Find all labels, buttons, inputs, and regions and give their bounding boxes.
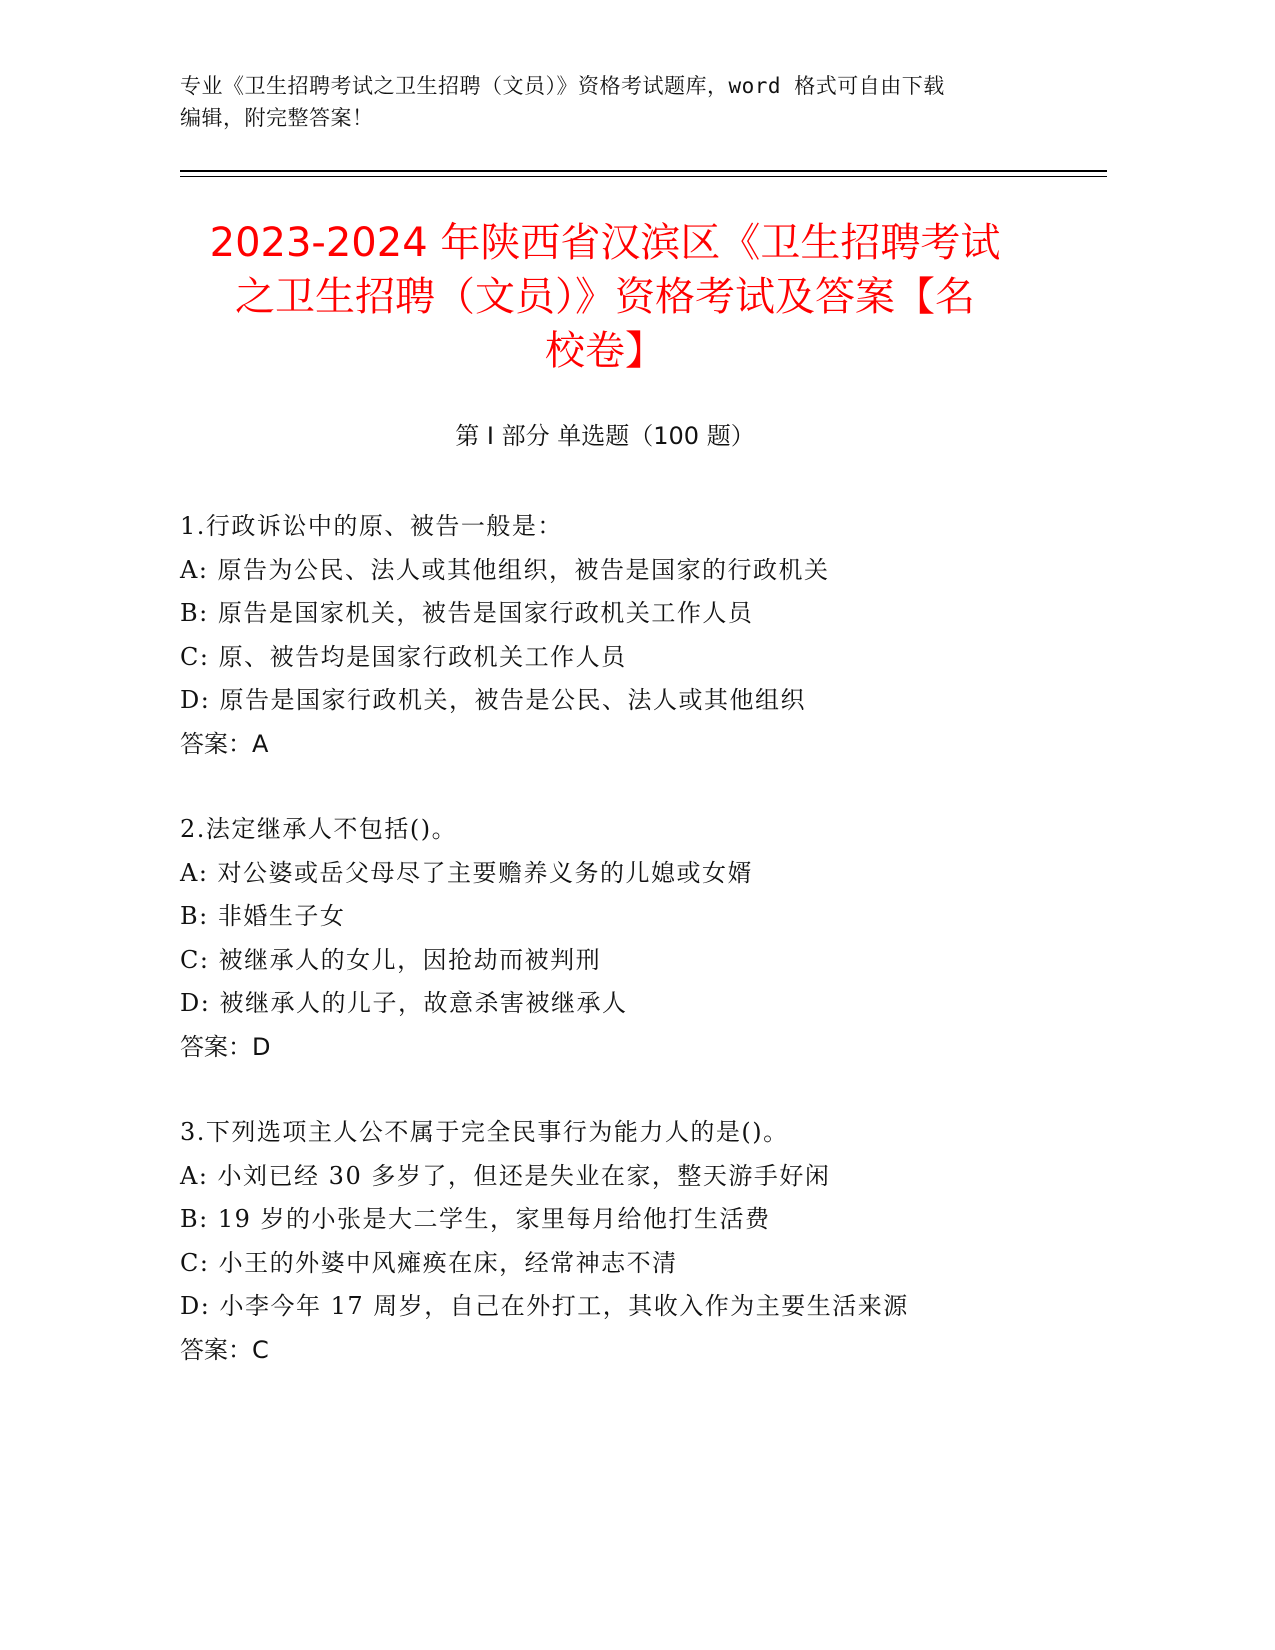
header-note: [180, 70, 1080, 134]
option-a: A: 原告为公民、法人或其他组织，被告是国家的行政机关: [180, 555, 830, 584]
option-c: C: 小王的外婆中风瘫痪在床，经常神志不清: [180, 1248, 678, 1277]
answer-line: 答案：D: [180, 1032, 271, 1061]
option-d: D: 被继承人的儿子，故意杀害被继承人: [180, 989, 628, 1017]
option-c: C: 原、被告均是国家行政机关工作人员: [180, 642, 627, 671]
option-b: B: 19 岁的小张是大二学生，家里每月给他打生活费: [180, 1205, 771, 1233]
title-line-2: 之卫生招聘（文员）》资格考试及答案【名: [235, 274, 975, 320]
header-note-line-2: 编辑，附完整答案！: [180, 106, 374, 130]
title-line-3: 校卷】: [545, 328, 665, 374]
answer-line: 答案：C: [180, 1335, 269, 1364]
header-divider-thick: [180, 170, 1107, 172]
option-a: A: 对公婆或岳父母尽了主要赡养义务的儿媳或女婿: [180, 858, 754, 887]
document-title: [180, 216, 1030, 378]
title-line-1: 2023-2024 年陕西省汉滨区《卫生招聘考试: [209, 220, 1001, 266]
question-list: [180, 505, 1080, 1414]
header-note-line-1: 专业《卫生招聘考试之卫生招聘（文员）》资格考试题库，word 格式可自由下载: [180, 74, 945, 98]
answer-line: 答案：A: [180, 729, 269, 758]
option-d: D: 小李今年 17 周岁，自己在外打工，其收入作为主要生活来源: [180, 1292, 909, 1320]
question-stem: 2.法定继承人不包括()。: [180, 815, 458, 843]
question-stem: 1.行政诉讼中的原、被告一般是：: [180, 512, 563, 540]
option-a: A: 小刘已经 30 多岁了，但还是失业在家，整天游手好闲: [180, 1161, 831, 1190]
option-b: B: 原告是国家机关，被告是国家行政机关工作人员: [180, 599, 754, 627]
question-1: [180, 505, 1080, 766]
option-c: C: 被继承人的女儿，因抢劫而被判刑: [180, 945, 602, 974]
option-d: D: 原告是国家行政机关，被告是公民、法人或其他组织: [180, 686, 806, 714]
question-3: [180, 1111, 1080, 1372]
header-divider-thin: [180, 176, 1107, 177]
question-2: [180, 808, 1080, 1069]
question-stem: 3.下列选项主人公不属于完全民事行为能力人的是()。: [180, 1118, 789, 1146]
option-b: B: 非婚生子女: [180, 902, 346, 930]
section-heading: 第 I 部分 单选题（100 题）: [455, 422, 755, 450]
